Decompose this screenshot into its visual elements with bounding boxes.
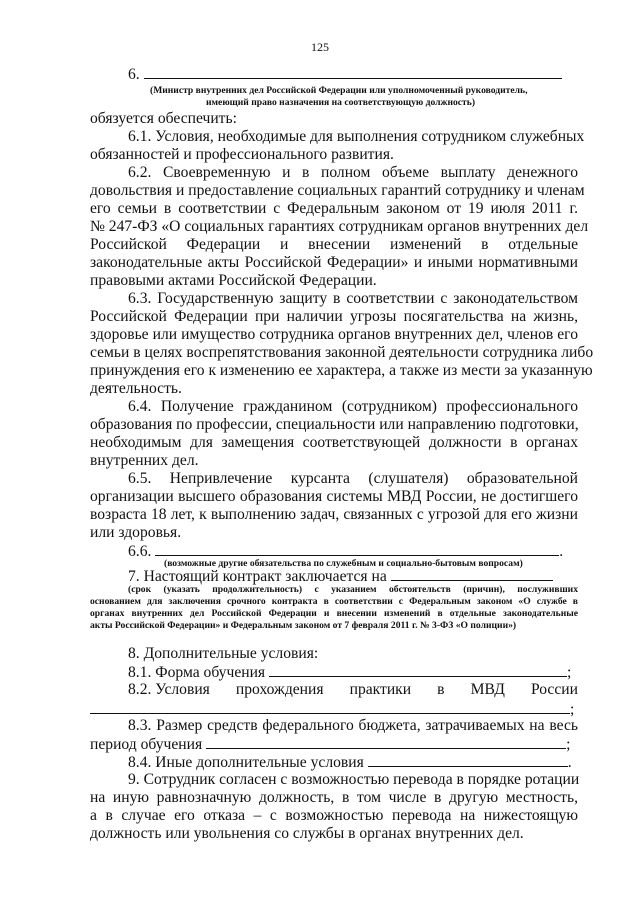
p82-word-5: МВД <box>470 681 505 698</box>
item6-label: 6. <box>128 66 140 83</box>
p62-line-5: Российской Федерации и внесении изменений в отдельные <box>90 236 578 253</box>
p64-line-4: внутренних дел. <box>90 452 199 469</box>
p81-semicolon: ; <box>567 664 572 681</box>
p62-line-7: правовыми актами Российской Федерации. <box>90 272 377 289</box>
p63-line-1: 6.3. Государственную защиту в соответствии с законодательством <box>128 290 578 307</box>
p84-label: 8.4. Иные дополнительные условия <box>128 754 364 771</box>
item6-blank <box>144 64 562 79</box>
p9-line-1: 9. Сотрудник согласен с возможностью перевода в порядке ротации <box>128 771 580 788</box>
p83-blank <box>206 734 566 749</box>
p64-line-1: 6.4. Получение гражданином (сотрудником) профессионального <box>128 398 578 415</box>
p82-word-2: прохождения <box>235 681 324 698</box>
p82-semicolon: ; <box>570 701 575 718</box>
p7-text: 7. Настоящий контракт заключается на <box>128 568 387 585</box>
obligations-intro: обязуется обеспечить: <box>90 110 237 127</box>
p66-label: 6.6. <box>128 543 152 560</box>
p7-caption-1: (срок (указать продолжительность) с указанием обстоятельств (причин), послуживших <box>128 584 578 595</box>
p9-line-3: а в случае его отказа – с возможностью перевода на нижестоящую <box>90 807 578 824</box>
p63-line-2: Российской Федерации при наличии угрозы посягательства на жизнь, <box>90 308 578 325</box>
p64-line-2: образования по профессии, специальности или направлению подготовки, <box>90 416 579 433</box>
p84-dot: . <box>567 754 572 771</box>
p81-label: 8.1. Форма обучения <box>128 664 266 681</box>
item6-caption-1: (Министр внутренних дел Российской Федерации или уполномоченный руководитель, <box>150 85 528 96</box>
p9-line-4: должность или увольнения со службы в органах внутренних дел. <box>90 825 524 842</box>
page-number: 125 <box>311 40 329 54</box>
p61-line-2: обязанностей и профессионального развития. <box>90 146 394 163</box>
p7-caption-4: акты Российской Федерации» и Федеральным законом от 7 февраля 2011 г. № 3-ФЗ «О полиции») <box>90 620 517 631</box>
p7-line <box>128 566 578 586</box>
item6-line <box>128 64 616 84</box>
p7-caption-2: основанием для заключения срочного контракта в соответствии с Федеральным законом «О службе в <box>90 596 578 607</box>
item6-caption-2: имеющий право назначения на соответствующую должность) <box>206 97 476 108</box>
p82-word-1: 8.2. Условия <box>128 681 210 698</box>
p65-line-2: организации высшего образования системы МВД России, не достигшего <box>90 488 578 505</box>
p63-line-4: семьи в целях воспрепятствования законной деятельности сотрудника либо <box>90 344 594 361</box>
p64-line-3: необходимым для замещения соответствующей должности в органах <box>90 434 578 451</box>
p65-line-3: возраста 18 лет, к выполнению задач, связанных с угрозой для его жизни <box>90 506 578 523</box>
p82-line <box>128 680 578 699</box>
p8-heading: 8. Дополнительные условия: <box>128 645 319 662</box>
p82-word-4: в <box>437 681 445 698</box>
p66-dot: . <box>559 543 564 560</box>
p81-blank <box>269 662 567 677</box>
p9-line-2: на иную равнозначную должность, в том числе в другую местность, <box>90 789 578 806</box>
p61-line-1: 6.1. Условия, необходимые для выполнения сотрудником служебных <box>128 128 585 145</box>
p65-line-1: 6.5. Непривлечение курсанта (слушателя) образовательной <box>128 470 578 487</box>
p84-line <box>128 752 578 772</box>
p83-line-1: 8.3. Размер средств федерального бюджета, затрачиваемых на весь <box>128 717 578 734</box>
p66-blank <box>155 541 559 556</box>
p62-line-4: № 247-ФЗ «О социальных гарантиях сотрудникам органов внутренних дел <box>90 218 589 235</box>
p82-word-3: практики <box>349 681 412 698</box>
p62-line-3: его семьи в соответствии с Федеральным законом от 19 июля 2011 г. <box>90 200 578 217</box>
p84-blank <box>368 752 568 767</box>
p82-word-6: России <box>530 681 578 698</box>
p62-line-6: законодательные акты Российской Федерации» и иными нормативными <box>90 254 578 271</box>
p83-semicolon: ; <box>566 736 571 753</box>
p63-line-6: деятельность. <box>90 380 182 397</box>
p81-line <box>128 662 578 682</box>
p63-line-5: принуждения его к изменению ее характера, а также из мести за указанную <box>90 362 593 379</box>
p66-caption: (возможные другие обязательства по служебным и социально-бытовым вопросам) <box>164 558 523 569</box>
p7-caption-3: органах внутренних дел Российской Федерации и внесении изменений в отдельные законодательные <box>90 608 578 619</box>
p83-line-2 <box>90 734 578 754</box>
p63-line-3: здоровье или имущество сотрудника органов внутренних дел, членов его <box>90 326 578 343</box>
p83-label: период обучения <box>90 736 203 753</box>
p7-blank <box>391 566 553 581</box>
p62-line-1: 6.2. Своевременную и в полном объеме выплату денежного <box>128 164 578 181</box>
p82-blank <box>90 699 570 714</box>
p62-line-2: довольствия и предоставление социальных гарантий сотруднику и членам <box>90 182 585 199</box>
p65-line-4: или здоровья. <box>90 524 182 541</box>
